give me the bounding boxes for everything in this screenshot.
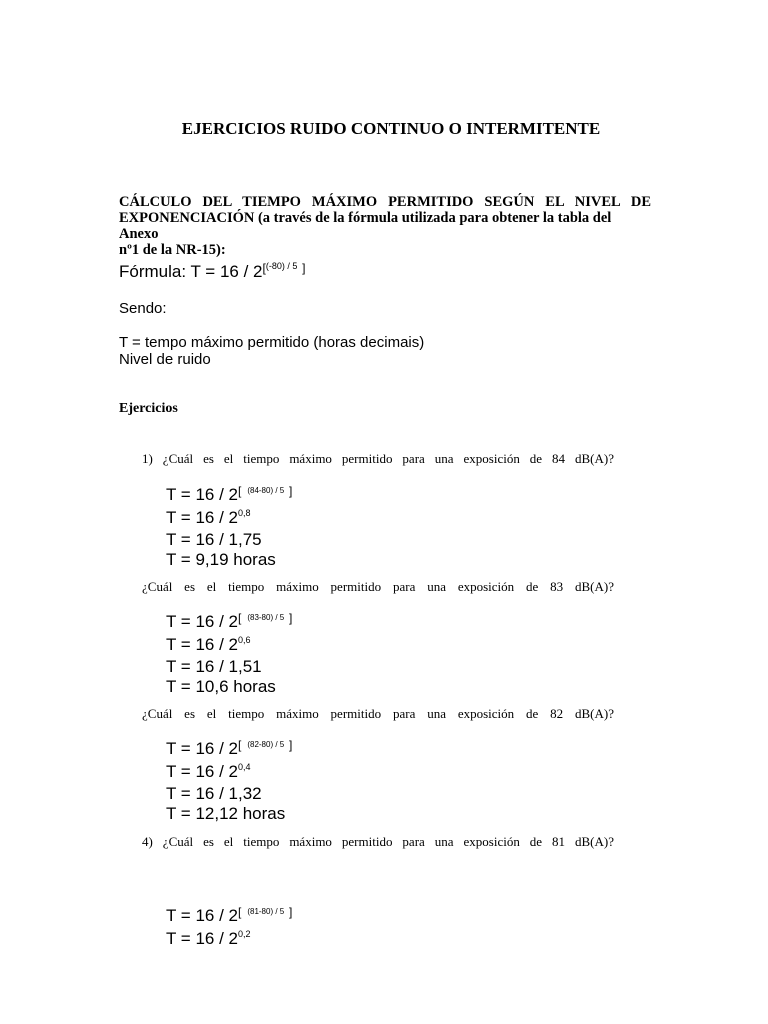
section-heading — [119, 194, 651, 258]
formula-open-bracket: [ — [262, 261, 266, 275]
formula-close-bracket: ] — [302, 261, 306, 275]
calc-line: T = 16 / 2$^{0,8}$ — [166, 508, 251, 527]
exercise-calculation — [166, 906, 292, 951]
formula-label: Fórmula: T = 16 / 2 — [119, 262, 263, 281]
calc-line: T = 16 / 2[ $^{(84-80) / 5}$ ] — [166, 484, 293, 504]
section-heading-rest: (a través de la fórmula utilizada para obtener la tabla del Anexo — [119, 210, 612, 242]
calc-line: T = 16 / 2[ $^{(82-80) / 5}$ ] — [166, 738, 293, 758]
exercise-question: ¿Cuál es el tiempo máximo permitido para una exposición de 82 dB(A)? — [142, 706, 614, 721]
exercises-heading: Ejercicios — [119, 401, 178, 416]
section-heading-line-3: nº1 de la NR-15): — [119, 242, 226, 258]
calc-line: T = 16 / 2$^{0,6}$ — [166, 635, 251, 654]
calc-result: T = 12,12 horas — [166, 804, 286, 823]
sendo-label: Sendo: — [119, 300, 167, 317]
exercise-calculation — [166, 739, 292, 824]
calc-line: T = 16 / 1,51 — [166, 657, 262, 676]
section-heading-line-2 — [119, 210, 651, 242]
formula-exponent: (-80) / 5 — [265, 261, 298, 271]
calc-line: T = 16 / 1,75 — [166, 530, 262, 549]
calc-line: T = 16 / 2$^{0,2}$ — [166, 929, 251, 948]
page-title: EJERCICIOS RUIDO CONTINUO O INTERMITENTE — [181, 119, 601, 138]
section-heading-bold: EXPONENCIACIÓN — [119, 210, 255, 226]
exercise-calculation — [166, 485, 292, 570]
calc-line: T = 16 / 1,32 — [166, 784, 262, 803]
exercise-question: ¿Cuál es el tiempo máximo permitido para una exposición de 83 dB(A)? — [142, 579, 614, 594]
formula — [119, 262, 305, 282]
definition-noise-level: Nivel de ruido — [119, 351, 211, 368]
calc-line: T = 16 / 2$^{0,4}$ — [166, 762, 251, 781]
section-heading-line-1: CÁLCULO DEL TIEMPO MÁXIMO PERMITIDO SEGÚN EL NIVEL DE — [119, 194, 651, 210]
calc-result: T = 10,6 horas — [166, 677, 276, 696]
calc-result: T = 9,19 horas — [166, 550, 276, 569]
exercise-question: 1) ¿Cuál es el tiempo máximo permitido para una exposición de 84 dB(A)? — [142, 451, 614, 466]
exercise-question: 4) ¿Cuál es el tiempo máximo permitido para una exposición de 81 dB(A)? — [142, 834, 614, 849]
exercise-calculation — [166, 612, 292, 697]
calc-line: T = 16 / 2[ $^{(83-80) / 5}$ ] — [166, 611, 293, 631]
calc-line: T = 16 / 2[ $^{(81-80) / 5}$ ] — [166, 905, 293, 925]
definition-t: T = tempo máximo permitido (horas decimais) — [119, 334, 425, 351]
